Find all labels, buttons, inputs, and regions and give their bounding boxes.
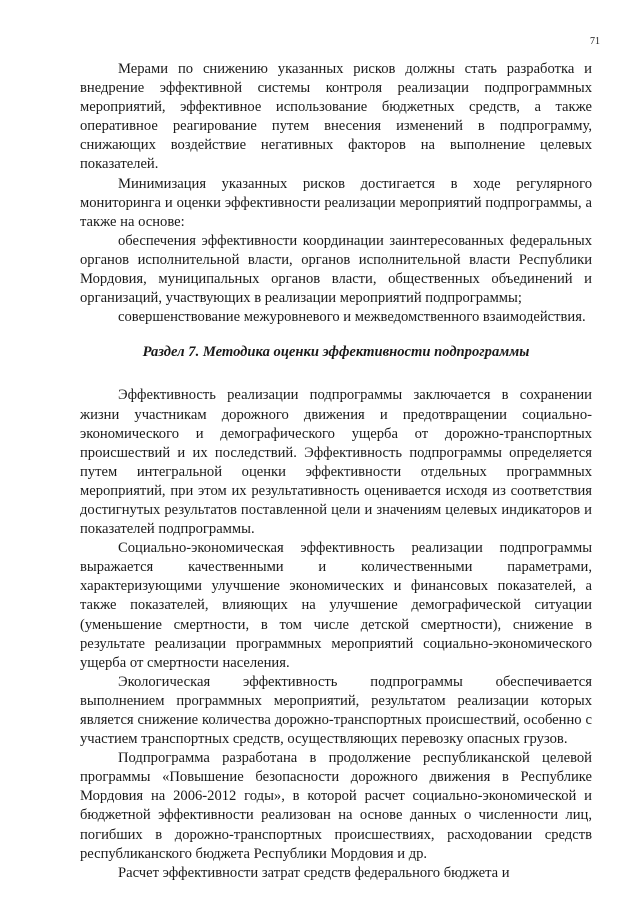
paragraph: Подпрограмма разработана в продолжение республиканской целевой программы «Повышение безопасности дорожного движения в Республике Мордовия на 2006-2012 годы», в которой расчет социально-экономической и бюджетной эффективности реализован на основе данных о численности лиц, погибших в дорожно-транспортных происшествиях, расходовании средств республиканского бюджета Республики Мордовия и др.	[80, 750, 592, 862]
paragraph: Экологическая эффективность подпрограммы обеспечивается выполнением программных мероприятий, результатом реализации которых является снижение количества дорожно-транспортных происшествий, особенно с участием транспортных средств, осуществляющих перевозку опасных грузов.	[80, 673, 592, 748]
page-content	[80, 60, 592, 883]
paragraph: Социально-экономическая эффективность реализации подпрограммы выражается качественными и количественными параметрами, характеризующими улучшение экономических и финансовых показателей, а также показателей, влияющих на улучшение демографической ситуации (уменьшение смертности, в том числе детской смертности), снижение в результате реализации программных мероприятий социально-экономического ущерба от смертности населения.	[80, 540, 592, 671]
paragraph: Расчет эффективности затрат средств федерального бюджета и	[118, 864, 510, 881]
page-number: 71	[590, 36, 600, 47]
paragraph: Мерами по снижению указанных рисков должны стать разработка и внедрение эффективной системы контроля реализации подпрограммных мероприятий, эффективное использование бюджетных средств, а также оперативное реагирование путем внесения изменений в подпрограмму, снижающих воздействие негативных факторов на выполнение целевых показателей.	[80, 61, 592, 173]
paragraph: обеспечения эффективности координации заинтересованных федеральных органов исполнительной власти, органов исполнительной власти Республики Мордовия, муниципальных органов власти, общественных объединений и организаций, участвующих в реализации мероприятий подпрограммы;	[80, 232, 592, 307]
section-title: Раздел 7. Методика оценки эффективности подпрограммы	[142, 344, 530, 361]
paragraph: совершенствование межуровневого и межведомственного взаимодействия.	[118, 309, 586, 326]
paragraph: Минимизация указанных рисков достигается в ходе регулярного мониторинга и оценки эффективности реализации мероприятий подпрограммы, а также на основе:	[80, 175, 592, 230]
paragraph: Эффективность реализации подпрограммы заключается в сохранении жизни участникам дорожного движения и предотвращении социально-экономического и демографического ущерба от дорожно-транспортных происшествий и их последствий. Эффективность подпрограммы определяется путем интегральной оценки эффективности отдельных программных мероприятий, при этом их результативность оценивается исходя из соответствия достигнутых результатов поставленной цели и значениям целевых индикаторов и показателей подпрограммы.	[80, 387, 592, 538]
